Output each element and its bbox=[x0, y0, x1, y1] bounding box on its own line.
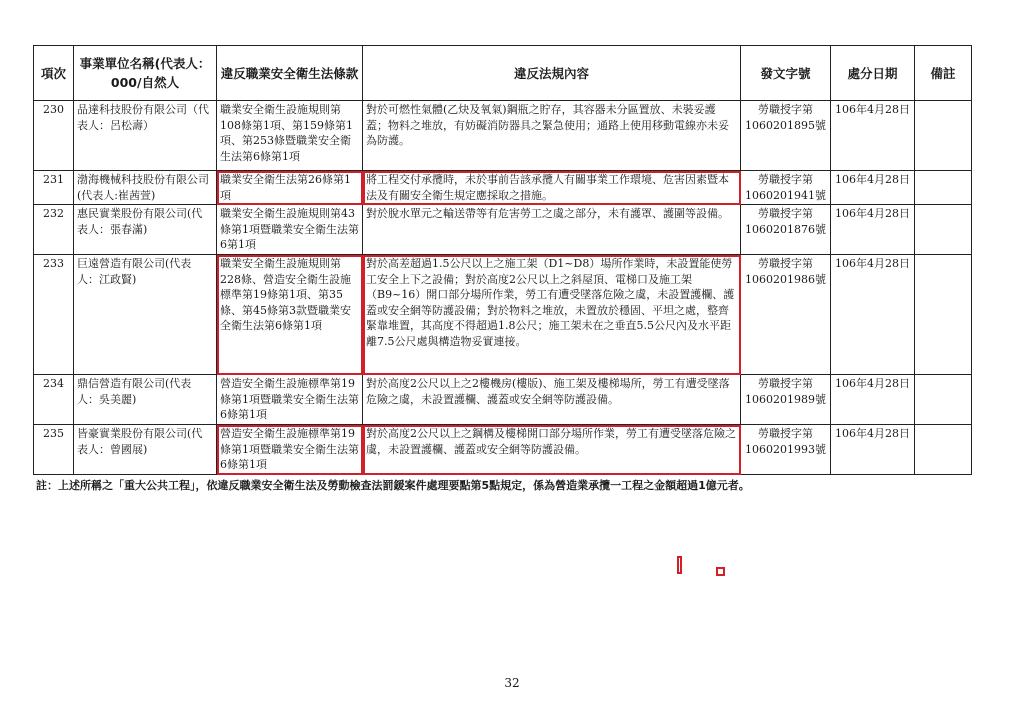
row-law: 職業安全衛生設施規則第108條第1項、第159條第1項、第253條暨職業安全衛生法第6條第1項 bbox=[217, 101, 363, 171]
row-date: 106年4月28日 bbox=[831, 375, 915, 425]
row-remark bbox=[915, 205, 972, 255]
row-content: 對於高差超過1.5公尺以上之施工架（D1~D8）場所作業時，未設置能使勞工安全上下之設備；對於高度2公尺以上之斜屋頂、電梯口及施工架（B9~16）開口部分場所作業，勞工有遭受墜落危險之虞，未設置護欄、護蓋或安全網等防護設備；對於物料之堆放，未置放於穩固、平坦之處，整齊緊靠堆置，其高度不得超過1.8公尺；施工架未在之垂直5.5公尺內及水平距離7.5公尺處與構造物妥實連接。 bbox=[363, 255, 741, 375]
page-number: 32 bbox=[504, 676, 520, 690]
row-doc-no: 勞職授字第1060201895號 bbox=[741, 101, 831, 171]
row-doc-no: 勞職授字第1060201941號 bbox=[741, 171, 831, 205]
red-square-mark bbox=[716, 567, 725, 576]
row-law: 營造安全衛生設施標準第19條第1項暨職業安全衛生法第6條第1項 bbox=[217, 375, 363, 425]
row-company: 皆豪實業股份有限公司(代表人：曾國展) bbox=[74, 425, 217, 475]
table-header-row bbox=[34, 46, 972, 101]
row-item: 235 bbox=[34, 425, 74, 475]
row-date: 106年4月28日 bbox=[831, 101, 915, 171]
footnote: 註：上述所稱之「重大公共工程」，依違反職業安全衛生法及勞動檢查法罰鍰案件處理要點第5點規定，係為營造業承攬一工程之金額超過1億元者。 bbox=[36, 479, 750, 492]
row-company: 惠民實業股份有限公司(代表人：張春滿) bbox=[74, 205, 217, 255]
header-law: 違反職業安全衛生法條款 bbox=[217, 46, 363, 101]
row-law: 職業安全衛生設施規則第43條第1項暨職業安全衛生法第6第1項 bbox=[217, 205, 363, 255]
header-item: 項次 bbox=[34, 46, 74, 101]
row-content: 對於高度2公尺以上之鋼構及樓梯開口部分場所作業，勞工有遭受墜落危險之虞，未設置護欄、護蓋或安全網等防護設備。 bbox=[363, 425, 741, 475]
row-remark bbox=[915, 255, 972, 375]
row-law: 職業安全衛生法第26條第1項 bbox=[217, 171, 363, 205]
row-remark bbox=[915, 171, 972, 205]
row-item: 233 bbox=[34, 255, 74, 375]
row-doc-no: 勞職授字第1060201993號 bbox=[741, 425, 831, 475]
table-row bbox=[34, 375, 972, 425]
row-date: 106年4月28日 bbox=[831, 255, 915, 375]
row-remark bbox=[915, 375, 972, 425]
row-item: 231 bbox=[34, 171, 74, 205]
table-row bbox=[34, 205, 972, 255]
row-date: 106年4月28日 bbox=[831, 171, 915, 205]
row-content: 將工程交付承攬時，未於事前告該承攬人有關事業工作環境、危害因素暨本法及有關安全衛生規定應採取之措施。 bbox=[363, 171, 741, 205]
row-content: 對於脫水單元之輸送帶等有危害勞工之虞之部分，未有護罩、護圍等設備。 bbox=[363, 205, 741, 255]
row-remark bbox=[915, 425, 972, 475]
row-company: 渤海機械科技股份有限公司(代表人:崔茜萱) bbox=[74, 171, 217, 205]
violations-table bbox=[33, 45, 972, 475]
row-company: 鼎信營造有限公司(代表人：吳美麗) bbox=[74, 375, 217, 425]
row-content: 對於高度2公尺以上之2樓機房(樓版)、施工架及樓梯場所，勞工有遭受墜落危險之虞，未設置護欄、護蓋或安全網等防護設備。 bbox=[363, 375, 741, 425]
row-item: 232 bbox=[34, 205, 74, 255]
row-doc-no: 勞職授字第1060201876號 bbox=[741, 205, 831, 255]
row-doc-no: 勞職授字第1060201986號 bbox=[741, 255, 831, 375]
row-item: 234 bbox=[34, 375, 74, 425]
row-company: 品達科技股份有限公司（代表人：呂松壽） bbox=[74, 101, 217, 171]
header-doc-no: 發文字號 bbox=[741, 46, 831, 101]
red-bracket-mark bbox=[677, 556, 682, 574]
header-remark: 備註 bbox=[915, 46, 972, 101]
row-law: 營造安全衛生設施標準第19條第1項暨職業安全衛生法第6條第1項 bbox=[217, 425, 363, 475]
table-row bbox=[34, 255, 972, 375]
row-law: 職業安全衛生設施規則第228條、營造安全衛生設施標準第19條第1項、第35條、第45條第3款暨職業安全衛生法第6條第1項 bbox=[217, 255, 363, 375]
header-date: 處分日期 bbox=[831, 46, 915, 101]
row-item: 230 bbox=[34, 101, 74, 171]
row-doc-no: 勞職授字第1060201989號 bbox=[741, 375, 831, 425]
row-date: 106年4月28日 bbox=[831, 205, 915, 255]
row-content: 對於可燃性氣體(乙炔及氧氣)鋼瓶之貯存，其容器未分區置放、未裝妥護蓋；物料之堆放，有妨礙消防器具之緊急使用；通路上使用移動電線亦未妥為防護。 bbox=[363, 101, 741, 171]
row-company: 巨遠營造有限公司(代表人：江政賢) bbox=[74, 255, 217, 375]
header-company: 事業單位名稱(代表人：000/自然人 bbox=[74, 46, 217, 101]
header-content: 違反法規內容 bbox=[363, 46, 741, 101]
table-row bbox=[34, 101, 972, 171]
row-date: 106年4月28日 bbox=[831, 425, 915, 475]
table-row bbox=[34, 171, 972, 205]
row-remark bbox=[915, 101, 972, 171]
table-row bbox=[34, 425, 972, 475]
